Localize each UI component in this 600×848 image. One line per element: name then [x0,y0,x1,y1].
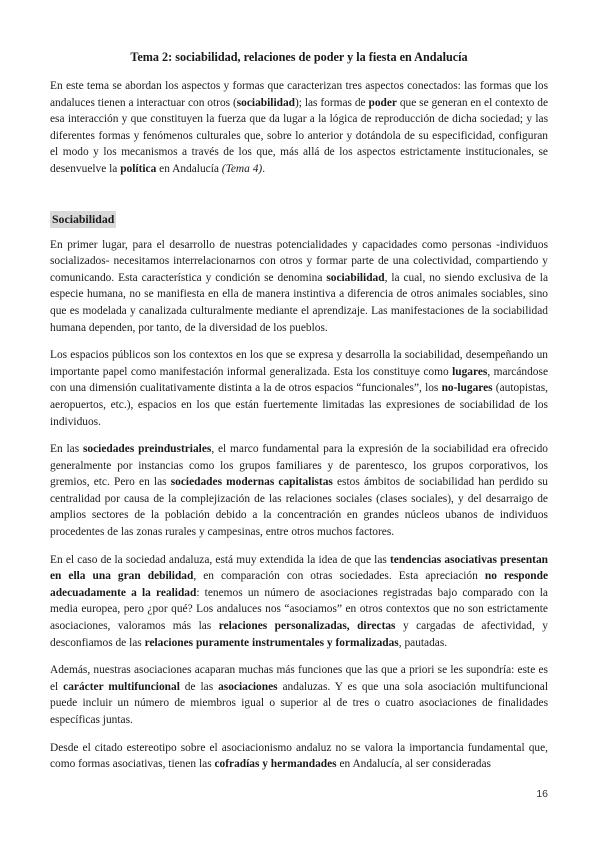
section-heading-wrap [50,189,548,237]
bold-term: sociedades preindustriales [83,443,212,456]
section-heading: Sociabilidad [52,211,115,226]
bold-term: sociabilidad [326,271,385,284]
bold-term: asociaciones [218,680,278,693]
text-run: de las [179,680,219,693]
text-run: Desde el citado estereotipo sobre el asociacionismo andaluz no se valora la importancia fundamental que, como formas asociativas, tienen las [50,741,548,771]
paragraph-sociedades [50,441,548,541]
paragraph-sociabilidad [50,237,548,337]
bold-term: cofradías y hermandades [214,758,337,771]
text-run: En el caso de la sociedad andaluza, está muy extendida la idea de que las [50,553,390,566]
text-run: En las [50,443,83,456]
bold-term: sociabilidad [236,96,295,109]
paragraph-espacios-publicos [50,347,548,430]
text-run: estos ámbitos de sociabilidad han perdido su centralidad por causa de la complejización de las relaciones sociales (clases sociales), y del desarraigo de amplios sectores de la población debido a la concentración en grandes núcleos ubanos de individuos procedentes de las zonas rurales y campesinas, entre otros muchos factores. [50,476,548,539]
text-run: , la cual, no siendo exclusiva de la especie humana, no se manifiesta en ella de manera instintiva a diferencia de otros animales sociables, sino que es modelada y canalizada culturalmente mediante el aprendizaje. Las manifestaciones de la sociabilidad humana dependen, por tanto, de la diversidad de los pueblos. [50,271,548,334]
text-run: en Andalucía [156,162,222,175]
bold-term: carácter multifuncional [63,680,180,693]
bold-term: relaciones puramente instrumentales y formalizadas [144,636,399,649]
bold-term: lugares [452,365,488,378]
paragraph-sociedad-andaluza [50,552,548,652]
paragraph-multifuncional [50,662,548,728]
text-run: ); las formas de [295,96,369,109]
page-number: 16 [536,788,548,800]
text-run: Además, nuestras asociaciones acaparan muchas más funciones que las que a priori se les supondría: este es el [50,664,548,693]
text-run: En primer lugar, para el desarrollo de nuestras potencialidades y capacidades como personas -individuos socializados- necesitamos interrelacionarnos con otros y formar parte de una colectividad, compartiendo y comunicando. Esta característica y condición se denomina [50,238,548,284]
bold-term: política [120,162,157,175]
intro-paragraph [50,78,548,178]
bold-term: poder [368,96,397,109]
text-run: , el marco fundamental para la expresión de la sociabilidad era ofrecido generalmente por instancias como los grupos familiares y de parentesco, los grupos corporativos, los gremios, etc. Pero en las [50,443,548,489]
italic-reference: (Tema 4) [221,162,263,175]
bold-term: no-lugares [441,382,493,395]
paragraph-cofradias [50,740,548,773]
bold-term: no responde adecuadamente a la realidad [50,570,549,599]
text-run: y cargadas de afectividad, y desconfiamos de las [50,620,548,649]
text-run: en Andalucía, al ser consideradas [336,758,491,771]
text-run: andaluzas. Y es que una sola asociación multifuncional puede incluir un número de miembros igual o superior al de tres o cuatro asociaciones de finalidades específicas juntas. [50,680,549,726]
bold-term: tendencias asociativas presentan en ella una gran debilidad [50,553,548,583]
text-run: : tenemos un número de asociaciones registradas bajo comparado con la media europea, pero ¿por qué? Los andaluces nos “asociamos” en otros contextos que no son estrictamente asociaciones, valoramos más las [50,586,548,633]
bold-term: sociedades modernas capitalistas [170,476,333,489]
bold-term: relaciones personalizadas, directas [218,620,396,633]
text-run: (autopistas, aeropuertos, etc.), espacios en los que están fuertemente limitadas las expresiones de sociabilidad de los individuos. [50,382,549,428]
text-run: . [262,162,266,175]
text-run: que se generan en el contexto de esa interacción y que constituyen la fuerza que da lugar a la lógica de reproducción de dicha sociedad; y las diferentes formas y fenómenos culturales que, sobre lo anterior y dotándola de su especificidad, configuran el modo y los mecanismos a través de los que, más allá de los aspectos estrictamente institucionales, se desenvuelve la [50,96,548,175]
text-run: , en comparación con otras sociedades. Esta apreciación [193,570,485,583]
text-run: , marcándose con una dimensión cualitativamente distinta a la de otros espacios “funcionales”, los [50,365,548,395]
text-run: En este tema se abordan los aspectos y formas que caracterizan tres aspectos conectados: las formas que los andaluces tienen a interactuar con otros ( [50,80,548,109]
text-run: , pautadas. [398,636,448,649]
page-title: Tema 2: sociabilidad, relaciones de poder y la fiesta en Andalucía [130,50,468,64]
text-run: Los espacios públicos son los contextos en los que se expresa y desarrolla la sociabilidad, desempeñando un importante papel como manifestación informal generalizada. Esta los constituye como [50,349,548,378]
